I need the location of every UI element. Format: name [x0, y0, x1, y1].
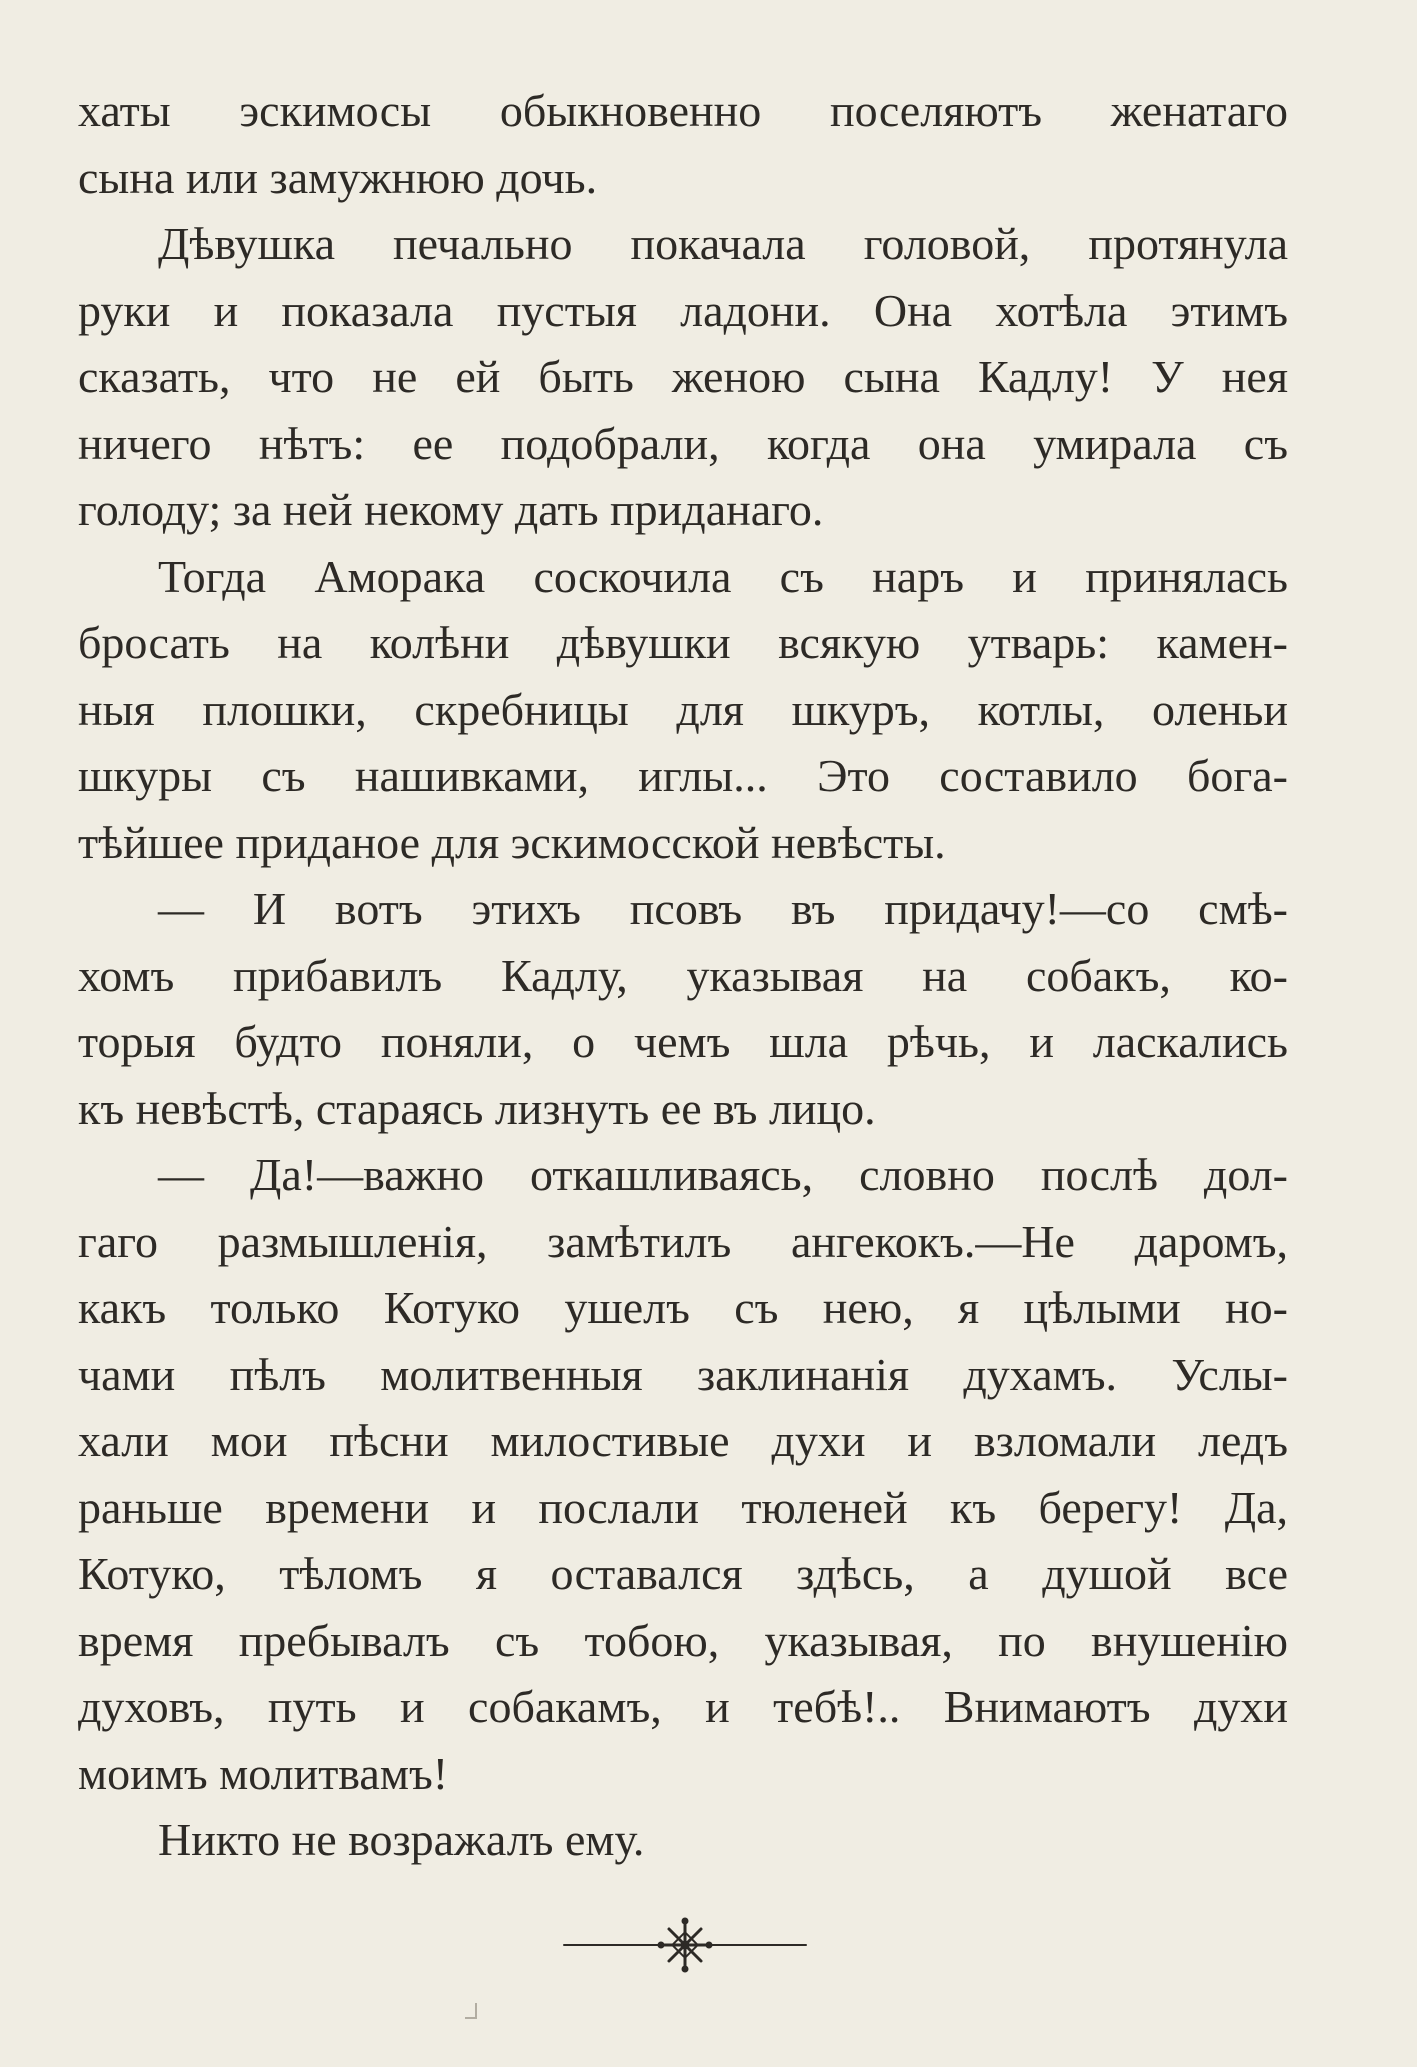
text-line: раньше времени и послали тюленей къ берегу! Да, — [78, 1481, 1288, 1533]
text-line: ныя плошки, скребницы для шкуръ, котлы, оленьи — [78, 683, 1288, 735]
text-line: сказать, что не ей быть женою сына Кадлу! У нея — [78, 351, 1288, 402]
text-line: хомъ прибавилъ Кадлу, указывая на собакъ, ко- — [78, 949, 1288, 1001]
text-line: руки и показала пустыя ладони. Она хотѣла этимъ — [78, 284, 1288, 336]
text-line: шкуры съ нашивками, иглы... Это составило бога- — [78, 750, 1288, 801]
text-line: моимъ молитвамъ! — [78, 1747, 449, 1799]
page-text — [78, 78, 1288, 1874]
text-line: — Да!—важно откашливаясь, словно послѣ дол- — [158, 1149, 1288, 1200]
text-line: — И вотъ этихъ псовъ въ придачу!—со смѣ- — [158, 883, 1288, 934]
text-line: тѣйшее приданое для эскимосской невѣсты. — [78, 816, 946, 868]
page-corner-mark — [465, 2003, 477, 2019]
asterisk-ornament-icon — [560, 1915, 810, 1975]
text-line: Никто не возражалъ ему. — [158, 1814, 645, 1865]
text-line: хаты эскимосы обыкновенно поселяютъ женатаго — [78, 85, 1288, 136]
text-line: время пребывалъ съ тобою, указывая, по внушенію — [78, 1614, 1288, 1666]
text-line: чами пѣлъ молитвенныя заклинанія духамъ. Услы- — [78, 1348, 1288, 1400]
text-line: духовъ, путь и собакамъ, и тебѣ!.. Внимаютъ духи — [78, 1681, 1288, 1732]
text-line: ничего нѣтъ: ее подобрали, когда она умирала съ — [78, 417, 1288, 469]
text-line: Дѣвушка печально покачала головой, протянула — [158, 218, 1288, 269]
text-line: Тогда Аморака соскочила съ наръ и принялась — [158, 550, 1288, 602]
text-line: сына или замужнюю дочь. — [78, 151, 598, 203]
text-line: къ невѣстѣ, стараясь лизнуть ее въ лицо. — [78, 1082, 876, 1134]
text-line: голоду; за ней некому дать приданаго. — [78, 484, 824, 535]
text-line: какъ только Котуко ушелъ съ нею, я цѣлыми но- — [78, 1282, 1288, 1333]
text-line: бросать на колѣни дѣвушки всякую утварь: камен- — [78, 617, 1288, 668]
text-line: гаго размышленія, замѣтилъ ангекокъ.—Не даромъ, — [78, 1215, 1288, 1267]
text-line: Котуко, тѣломъ я оставался здѣсь, а душой все — [78, 1548, 1288, 1599]
text-line: торыя будто поняли, о чемъ шла рѣчь, и ласкались — [78, 1016, 1288, 1067]
text-line: хали мои пѣсни милостивые духи и взломали ледъ — [78, 1415, 1288, 1466]
